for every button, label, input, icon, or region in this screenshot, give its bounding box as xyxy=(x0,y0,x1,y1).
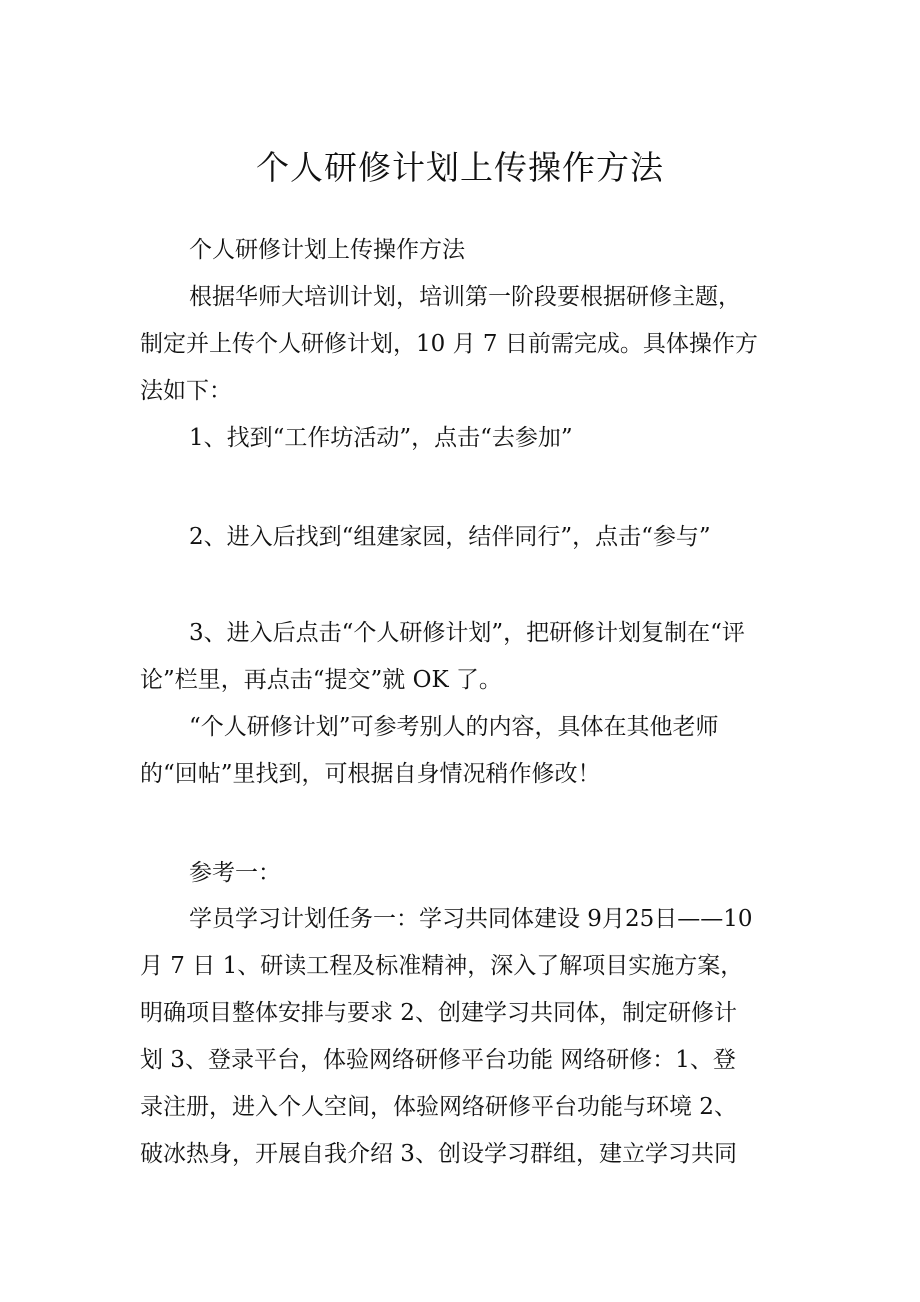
subtitle-paragraph xyxy=(140,227,790,274)
step2-line: 2、进入后找到“组建家园，结伴同行”，点击“参与” xyxy=(189,524,711,550)
note-line-1: “个人研修计划”可参考别人的内容，具体在其他老师 xyxy=(189,714,719,740)
reference-paragraph xyxy=(140,896,790,1178)
reference-line-6: 破冰热身，开展自我介绍 3、创设学习群组，建立学习共同 xyxy=(140,1141,737,1167)
step1-line: 1、找到“工作坊活动”，点击“去参加” xyxy=(189,425,573,451)
document-title: 个人研修计划上传操作方法 xyxy=(256,148,664,187)
step3-line-2: 论”栏里，再点击“提交”就 OK 了。 xyxy=(140,667,502,693)
reference-line-5: 录注册，进入个人空间，体验网络研修平台功能与环境 2、 xyxy=(140,1094,737,1120)
note-paragraph xyxy=(140,704,790,798)
reference-line-4: 划 3、登录平台，体验网络研修平台功能 网络研修：1、登 xyxy=(140,1047,736,1073)
step3-paragraph xyxy=(140,610,790,704)
step1-paragraph xyxy=(140,415,790,462)
subtitle-line: 个人研修计划上传操作方法 xyxy=(189,237,465,263)
reference-label-paragraph xyxy=(140,850,790,897)
step2-paragraph xyxy=(140,514,790,561)
note-line-2: 的“回帖”里找到，可根据自身情况稍作修改！ xyxy=(140,761,601,787)
step3-line-1: 3、进入后点击“个人研修计划”，把研修计划复制在“评 xyxy=(189,620,745,646)
intro-line-3: 法如下： xyxy=(140,378,232,404)
intro-line-1: 根据华师大培训计划，培训第一阶段要根据研修主题， xyxy=(189,284,741,310)
reference-line-3: 明确项目整体安排与要求 2、创建学习共同体，制定研修计 xyxy=(140,1000,737,1026)
reference-label: 参考一： xyxy=(189,860,281,886)
reference-line-2: 月 7 日 1、研读工程及标准精神，深入了解项目实施方案， xyxy=(140,953,744,979)
intro-line-2: 制定并上传个人研修计划，10 月 7 日前需完成。具体操作方 xyxy=(140,331,758,357)
reference-line-1: 学员学习计划任务一：学习共同体建设 9月25日——10 xyxy=(189,906,753,932)
intro-paragraph xyxy=(140,274,790,415)
